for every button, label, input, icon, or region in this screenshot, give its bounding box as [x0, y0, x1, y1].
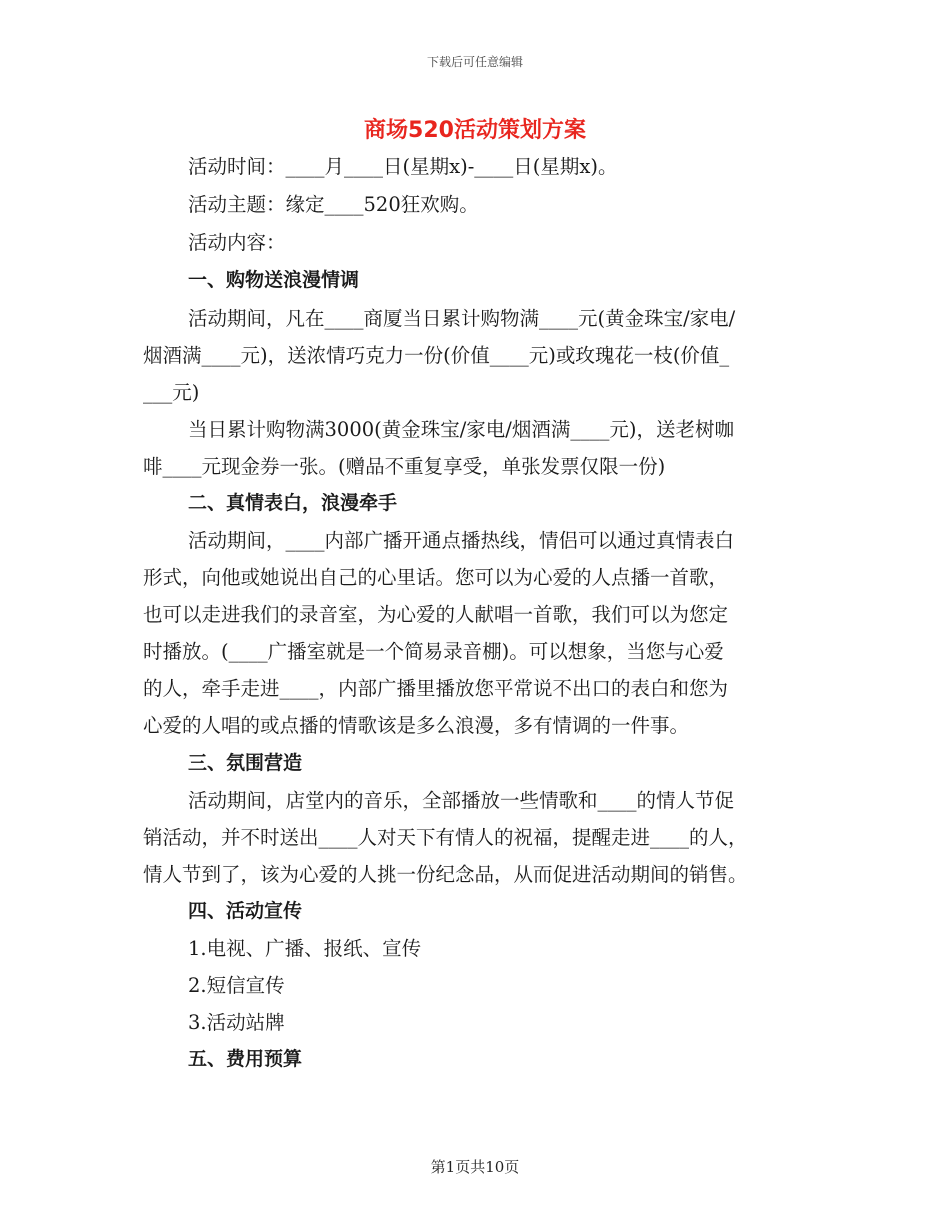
text-line: 也可以走进我们的录音室，为心爱的人献唱一首歌，我们可以为您定 [143, 603, 729, 626]
text-line: 活动期间，凡在____商厦当日累计购物满____元(黄金珠宝/家电/ [188, 307, 736, 330]
text-line: 销活动，并不时送出____人对天下有情人的祝福，提醒走进____的人， [143, 826, 748, 849]
section1-paragraph-1 [143, 300, 815, 411]
text-line: ___元) [143, 381, 200, 404]
text-line: 的人，牵手走进____，内部广播里播放您平常说不出口的表白和您为 [143, 677, 729, 700]
text-line: 烟酒满____元)，送浓情巧克力一份(价值____元)或玫瑰花一枝(价值_ [143, 344, 730, 367]
activity-content-label: 活动内容： [188, 231, 286, 254]
section-heading-4: 四、活动宣传 [188, 900, 303, 922]
activity-theme: 活动主题：缘定____520狂欢购。 [188, 193, 479, 216]
section-heading-3: 三、氛围营造 [188, 752, 303, 774]
section3-paragraph [143, 782, 815, 893]
text-line: 活动期间，店堂内的音乐，全部播放一些情歌和____的情人节促 [188, 789, 735, 812]
section2-paragraph [143, 522, 815, 744]
section1-paragraph-2 [143, 411, 815, 485]
text-line: 情人节到了，该为心爱的人挑一份纪念品，从而促进活动期间的销售。 [143, 863, 748, 886]
document-title: 商场520活动策划方案 [364, 118, 586, 143]
text-line: 时播放。(____广播室就是一个简易录音棚)。可以想象，当您与心爱 [143, 640, 724, 663]
section-heading-2: 二、真情表白，浪漫牵手 [188, 492, 398, 514]
promo-item-3: 3.活动站牌 [188, 1011, 285, 1034]
activity-time: 活动时间：____月____日(星期x)-____日(星期x)。 [188, 155, 618, 178]
promo-item-1: 1.电视、广播、报纸、宣传 [188, 937, 422, 960]
promo-item-2: 2.短信宣传 [188, 974, 285, 997]
text-line: 当日累计购物满3000(黄金珠宝/家电/烟酒满____元)，送老树咖 [188, 418, 734, 441]
section-heading-1: 一、购物送浪漫情调 [188, 269, 360, 291]
section-heading-5: 五、费用预算 [188, 1048, 303, 1070]
text-line: 形式，向他或她说出自己的心里话。您可以为心爱的人点播一首歌， [143, 566, 729, 589]
text-line: 心爱的人唱的或点播的情歌该是多么浪漫，多有情调的一件事。 [143, 714, 690, 737]
header-note: 下载后可任意编辑 [426, 55, 523, 69]
text-line: 活动期间，____内部广播开通点播热线，情侣可以通过真情表白 [188, 529, 735, 552]
text-line: 啡____元现金券一张。(赠品不重复享受，单张发票仅限一份) [143, 455, 666, 478]
page-footer: 第1页共10页 [430, 1158, 520, 1176]
